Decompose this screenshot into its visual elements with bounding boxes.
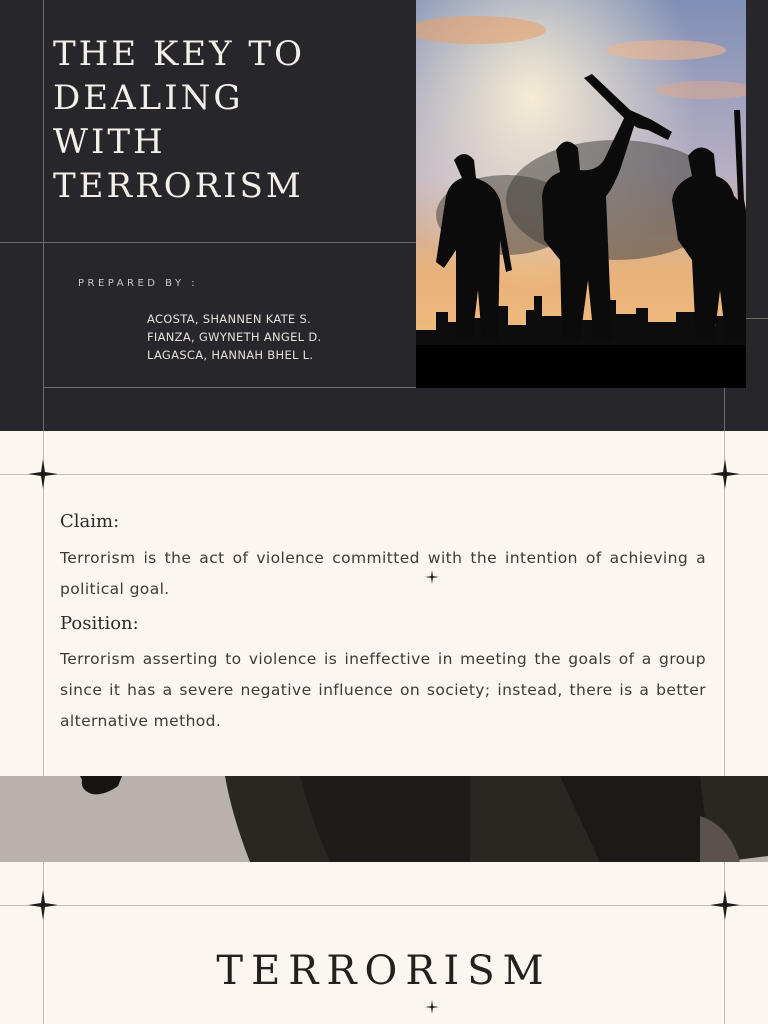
claim-heading: Claim: [60,511,120,532]
divider-line [0,474,768,475]
cover-section [0,0,768,431]
author-name: ACOSTA, SHANNEN KATE S. [147,312,312,326]
photo-strip [0,776,768,862]
position-text-block [60,644,706,737]
sparkle-icon [28,459,58,489]
prepared-by-label: PREPARED BY : [78,278,199,289]
dark-figure-image [0,776,768,862]
cover-title [53,32,373,208]
divider-line [0,242,416,243]
sparkle-icon [710,459,740,489]
divider-line [746,318,768,319]
claim-text: Terrorism is the act of violence committed with the intention of achieving a political goal. [60,549,706,598]
divider-line [0,905,768,906]
author-name: LAGASCA, HANNAH BHEL L. [147,348,314,362]
sparkle-icon [425,1000,439,1014]
position-heading: Position: [60,613,139,634]
title-line: DEALING [53,78,244,118]
sparkle-icon [28,890,58,920]
divider-line [44,387,416,388]
author-list [147,310,321,364]
claim-text-block [60,543,706,605]
divider-line [43,0,44,431]
title-line: THE KEY TO [53,34,305,74]
position-text: Terrorism asserting to violence is ineffective in meeting the goals of a group since it has a severe negative influence on society; instead, there is a better alternative method. [60,650,706,730]
author-name: FIANZA, GWYNETH ANGEL D. [147,330,322,344]
divider-line [43,862,44,1024]
militants-silhouette-image [416,0,746,388]
sparkle-icon [710,890,740,920]
title-line: WITH [53,122,166,162]
title-line: TERRORISM [53,166,304,206]
divider-line [724,862,725,1024]
divider-line [724,388,725,431]
cover-photo [416,0,746,388]
terrorism-heading: TERRORISM [216,948,552,994]
